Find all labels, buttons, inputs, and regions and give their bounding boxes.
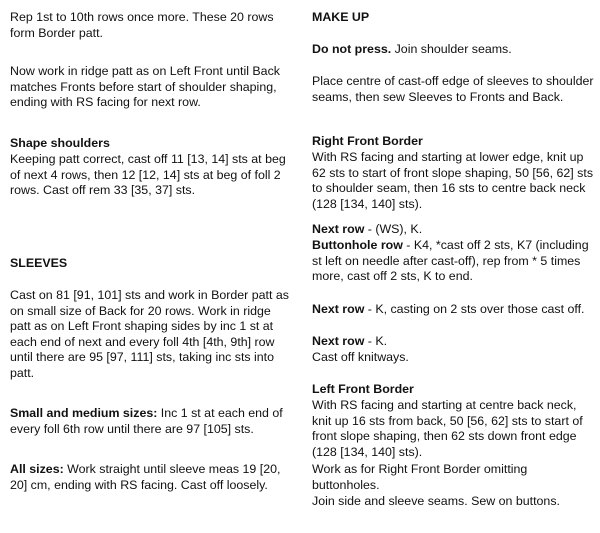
shape-shoulders-heading: Shape shoulders bbox=[10, 136, 110, 150]
buttonhole-row bbox=[312, 238, 594, 285]
next-row-1-label: Next row bbox=[312, 222, 365, 236]
all-sizes-text: Work straight until sleeve meas 19 [20, 20] cm, ending with RS facing. Cast off loosely. bbox=[10, 462, 281, 492]
right-front-border-paragraph: With RS facing and starting at lower edge, knit up 62 sts to start of front slope shaping, 50 [56, 62] sts to shoulder seam, then 16 sts to centre back neck (128 [134, 140] sts). bbox=[312, 150, 594, 211]
cast-off-paragraph: Cast off knitways. bbox=[312, 350, 409, 364]
work-as-paragraph: Work as for Right Front Border omitting buttonholes. bbox=[312, 462, 528, 492]
all-sizes-paragraph bbox=[10, 462, 292, 493]
next-row-3 bbox=[312, 334, 594, 350]
next-row-3-label: Next row bbox=[312, 334, 365, 348]
shape-shoulders-paragraph: Keeping patt correct, cast off 11 [13, 14] sts at beg of next 4 rows, then 12 [12, 14] sts at beg of foll 2 rows. Cast off rem 33 [35, 37] sts. bbox=[10, 152, 286, 198]
small-medium-label: Small and medium sizes: bbox=[10, 406, 158, 420]
left-front-border-paragraph: With RS facing and starting at centre back neck, knit up 16 sts from back, 50 [56, 62] sts to start of front slope shaping, then 62 sts down front edge (128 [134, 140] sts). bbox=[312, 398, 583, 459]
small-medium-text: Inc 1 st at each end of every foll 6th row until there are 97 [105] sts. bbox=[10, 406, 283, 436]
next-row-1 bbox=[312, 222, 594, 238]
join-seams-paragraph: Join side and sleeve seams. Sew on buttons. bbox=[312, 494, 560, 508]
next-row-2-text: - K, casting on 2 sts over those cast off. bbox=[364, 302, 585, 316]
make-up-heading: MAKE UP bbox=[312, 10, 370, 24]
border-patt-paragraph: Rep 1st to 10th rows once more. These 20 rows form Border patt. bbox=[10, 10, 274, 40]
next-row-1-text: - (WS), K. bbox=[364, 222, 423, 236]
buttonhole-label: Buttonhole row bbox=[312, 238, 403, 252]
small-medium-paragraph bbox=[10, 406, 292, 437]
sleeves-heading: SLEEVES bbox=[10, 256, 68, 270]
sleeves-paragraph: Cast on 81 [91, 101] sts and work in Border patt as on small size of Back for 20 rows. Work in ridge patt as on Left Front shaping sides by inc 1 st at each end of next and every foll 4th [4th, 9th] row until there are 95 [97, 111] sts, taking inc sts into patt. bbox=[10, 288, 289, 380]
next-row-2-label: Next row bbox=[312, 302, 365, 316]
next-row-2 bbox=[312, 302, 594, 318]
left-front-border-heading: Left Front Border bbox=[312, 382, 414, 396]
next-row-3-text: - K. bbox=[364, 334, 388, 348]
ridge-patt-paragraph: Now work in ridge patt as on Left Front until Back matches Fronts before start of shoulder shaping, ending with RS facing for next row. bbox=[10, 64, 280, 110]
place-centre-paragraph: Place centre of cast-off edge of sleeves to shoulder seams, then sew Sleeves to Fronts and Back. bbox=[312, 74, 594, 104]
buttonhole-text: - K4, *cast off 2 sts, K7 (including st left on needle after cast-off), rep from * 5 times more, cast off 2 sts, K to end. bbox=[312, 238, 589, 284]
do-not-press-label: Do not press. bbox=[312, 42, 392, 56]
all-sizes-label: All sizes: bbox=[10, 462, 64, 476]
do-not-press-paragraph bbox=[312, 42, 594, 58]
do-not-press-text: Join shoulder seams. bbox=[391, 42, 512, 56]
right-front-border-heading: Right Front Border bbox=[312, 134, 423, 148]
